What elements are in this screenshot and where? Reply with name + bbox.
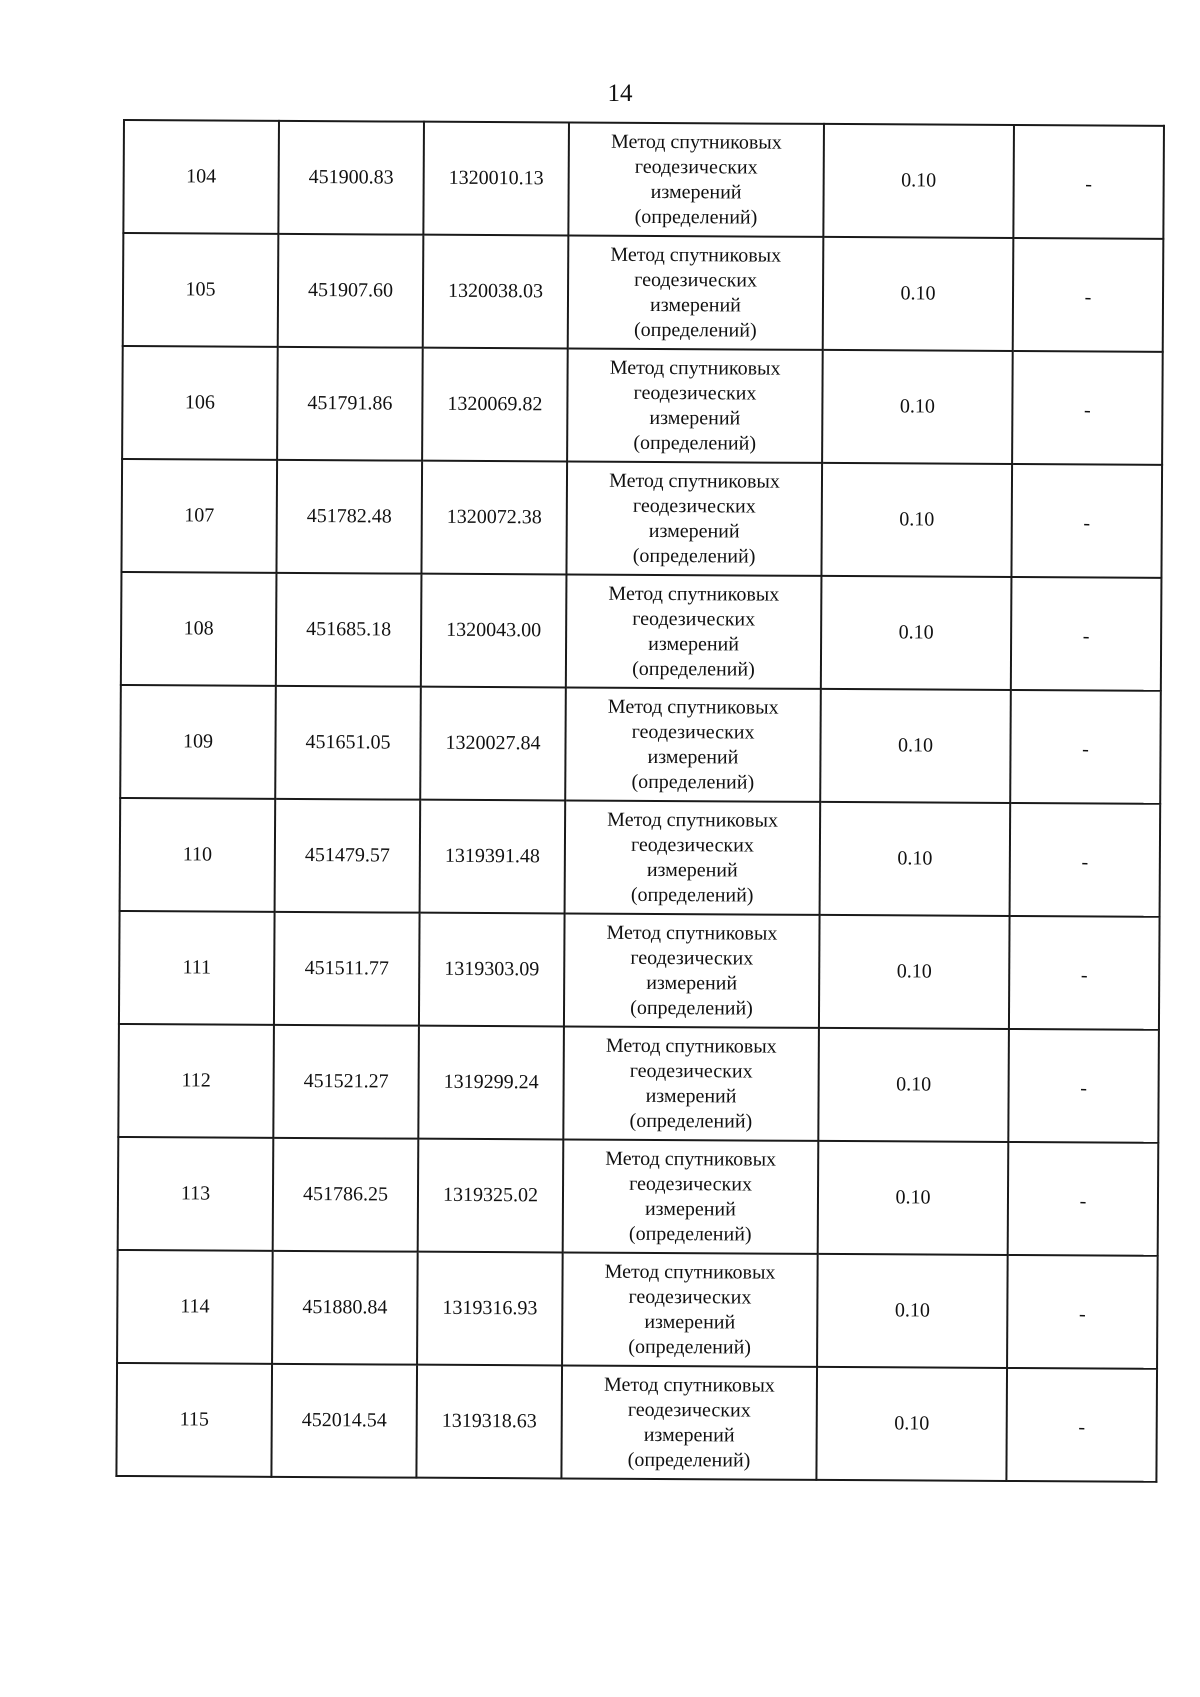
- table-row: [116, 1363, 1157, 1482]
- table-row: [119, 911, 1160, 1030]
- method-line: (определений): [634, 205, 758, 229]
- table-row: [122, 346, 1163, 465]
- method-cell: [566, 461, 822, 575]
- page-number: 14: [607, 80, 633, 107]
- x-coordinate-cell: 452014.54: [271, 1364, 417, 1478]
- method-cell: [562, 1252, 818, 1366]
- method-line: измерений: [649, 293, 741, 316]
- note-cell: [1008, 1142, 1159, 1256]
- note-cell: [1010, 803, 1161, 917]
- note-cell: [1011, 464, 1162, 578]
- note-value: -: [1078, 1303, 1086, 1326]
- note-value: -: [1085, 173, 1093, 196]
- y-coordinate-cell: 1319325.02: [418, 1139, 564, 1253]
- table-row: [120, 798, 1161, 917]
- note-cell: [1013, 238, 1164, 352]
- method-line: (определений): [630, 883, 754, 907]
- table-row: [121, 572, 1162, 691]
- x-coordinate-cell: 451521.27: [273, 1025, 419, 1139]
- method-cell: [561, 1365, 817, 1479]
- x-coordinate-cell: 451685.18: [276, 573, 422, 687]
- x-coordinate-cell: 451907.60: [278, 234, 424, 348]
- note-cell: [1011, 577, 1162, 691]
- y-coordinate-cell: 1320027.84: [420, 687, 566, 801]
- method-line: Метод спутниковых: [607, 808, 779, 832]
- method-cell: [568, 122, 824, 236]
- method-line: измерений: [650, 180, 742, 203]
- method-line: измерений: [649, 406, 741, 429]
- note-cell: [1012, 351, 1163, 465]
- method-line: (определений): [633, 318, 757, 342]
- y-coordinate-cell: 1320043.00: [421, 574, 567, 688]
- method-line: (определений): [628, 1222, 752, 1246]
- x-coordinate-cell: 451880.84: [272, 1251, 418, 1365]
- method-line: геодезических: [632, 494, 756, 518]
- method-line: Метод спутниковых: [605, 1034, 777, 1058]
- table-row: [117, 1250, 1158, 1369]
- accuracy-cell: 0.10: [818, 1028, 1009, 1142]
- method-line: геодезических: [631, 720, 755, 744]
- y-coordinate-cell: 1319316.93: [417, 1252, 563, 1366]
- accuracy-cell: 0.10: [818, 1141, 1009, 1255]
- method-cell: [565, 687, 821, 801]
- method-line: геодезических: [630, 946, 754, 970]
- note-value: -: [1080, 964, 1088, 987]
- x-coordinate-cell: 451791.86: [277, 347, 423, 461]
- method-line: Метод спутниковых: [609, 469, 780, 493]
- method-line: Метод спутниковых: [610, 243, 782, 267]
- table-row: [118, 1024, 1159, 1143]
- table-body: [116, 120, 1164, 1482]
- point-number-cell: 105: [123, 233, 279, 347]
- method-line: (определений): [627, 1448, 751, 1472]
- method-line: (определений): [633, 431, 757, 455]
- method-line: (определений): [628, 1335, 752, 1359]
- x-coordinate-cell: 451786.25: [273, 1138, 419, 1252]
- method-line: Метод спутниковых: [610, 130, 782, 154]
- x-coordinate-cell: 451479.57: [275, 799, 421, 913]
- y-coordinate-cell: 1320069.82: [422, 348, 568, 462]
- method-line: Метод спутниковых: [608, 582, 780, 606]
- method-line: (определений): [629, 1109, 753, 1133]
- method-line: геодезических: [634, 268, 758, 292]
- method-line: измерений: [644, 1197, 736, 1220]
- method-line: геодезических: [628, 1285, 752, 1309]
- accuracy-cell: 0.10: [816, 1367, 1007, 1481]
- method-line: Метод спутниковых: [604, 1260, 776, 1284]
- table-row: [123, 120, 1164, 239]
- accuracy-cell: 0.10: [817, 1254, 1008, 1368]
- accuracy-cell: 0.10: [821, 576, 1012, 690]
- point-number-cell: 115: [116, 1363, 272, 1477]
- note-cell: [1009, 916, 1160, 1030]
- table-row: [123, 233, 1164, 352]
- note-value: -: [1081, 851, 1089, 874]
- note-value: -: [1082, 738, 1089, 761]
- accuracy-cell: 0.10: [823, 237, 1014, 351]
- point-number-cell: 107: [121, 459, 277, 573]
- method-cell: [566, 574, 822, 688]
- method-line: измерений: [644, 1310, 736, 1333]
- accuracy-cell: 0.10: [822, 350, 1013, 464]
- method-line: (определений): [630, 996, 753, 1020]
- note-value: -: [1083, 512, 1091, 535]
- y-coordinate-cell: 1320038.03: [423, 235, 569, 349]
- method-line: (определений): [632, 657, 755, 681]
- accuracy-cell: 0.10: [821, 463, 1012, 577]
- note-value: -: [1080, 1077, 1087, 1100]
- method-cell: [568, 235, 824, 349]
- method-line: измерений: [648, 519, 740, 542]
- note-value: -: [1082, 625, 1090, 648]
- note-cell: [1013, 125, 1164, 239]
- method-line: Метод спутниковых: [603, 1373, 775, 1397]
- note-value: -: [1084, 286, 1092, 309]
- method-line: геодезических: [634, 155, 758, 179]
- note-cell: [1010, 690, 1161, 804]
- y-coordinate-cell: 1320072.38: [421, 461, 567, 575]
- method-line: измерений: [646, 971, 738, 994]
- point-number-cell: 111: [119, 911, 275, 1025]
- note-value: -: [1079, 1190, 1087, 1213]
- method-line: геодезических: [629, 1172, 753, 1196]
- method-cell: [563, 1139, 819, 1253]
- method-line: Метод спутниковых: [605, 1147, 777, 1171]
- method-line: геодезических: [627, 1398, 751, 1422]
- point-number-cell: 110: [120, 798, 276, 912]
- method-cell: [564, 913, 820, 1027]
- y-coordinate-cell: 1320010.13: [423, 122, 569, 236]
- method-line: геодезических: [633, 381, 757, 405]
- method-line: геодезических: [629, 1059, 753, 1083]
- table-row: [118, 1137, 1159, 1256]
- method-line: геодезических: [632, 607, 756, 631]
- note-cell: [1008, 1029, 1159, 1143]
- y-coordinate-cell: 1319303.09: [419, 913, 565, 1027]
- y-coordinate-cell: 1319318.63: [416, 1365, 562, 1479]
- note-value: -: [1083, 399, 1091, 422]
- accuracy-cell: 0.10: [819, 915, 1010, 1029]
- table-row: [120, 685, 1161, 804]
- method-cell: [565, 800, 821, 914]
- method-line: Метод спутниковых: [606, 921, 778, 945]
- coordinates-table: [115, 119, 1165, 1483]
- y-coordinate-cell: 1319391.48: [420, 800, 566, 914]
- x-coordinate-cell: 451651.05: [275, 686, 421, 800]
- method-line: измерений: [647, 745, 739, 768]
- point-number-cell: 109: [120, 685, 276, 799]
- table-row: [121, 459, 1162, 578]
- x-coordinate-cell: 451782.48: [276, 460, 422, 574]
- method-cell: [567, 348, 823, 462]
- accuracy-cell: 0.10: [820, 802, 1011, 916]
- point-number-cell: 104: [123, 120, 279, 234]
- note-cell: [1007, 1255, 1158, 1369]
- accuracy-cell: 0.10: [820, 689, 1011, 803]
- note-value: -: [1078, 1416, 1086, 1439]
- point-number-cell: 114: [117, 1250, 273, 1364]
- method-cell: [563, 1026, 819, 1140]
- accuracy-cell: 0.10: [823, 124, 1014, 238]
- method-line: геодезических: [630, 833, 754, 857]
- method-line: измерений: [646, 858, 738, 881]
- method-line: (определений): [631, 770, 755, 794]
- point-number-cell: 106: [122, 346, 278, 460]
- method-line: измерений: [643, 1423, 735, 1446]
- point-number-cell: 108: [121, 572, 277, 686]
- method-line: измерений: [648, 632, 740, 655]
- method-line: (определений): [632, 544, 756, 568]
- point-number-cell: 112: [118, 1024, 274, 1138]
- method-line: Метод спутниковых: [607, 695, 779, 719]
- method-line: Метод спутниковых: [609, 356, 781, 380]
- x-coordinate-cell: 451900.83: [278, 121, 424, 235]
- note-cell: [1006, 1368, 1157, 1482]
- y-coordinate-cell: 1319299.24: [418, 1026, 564, 1140]
- x-coordinate-cell: 451511.77: [274, 912, 420, 1026]
- method-line: измерений: [645, 1084, 737, 1107]
- point-number-cell: 113: [118, 1137, 274, 1251]
